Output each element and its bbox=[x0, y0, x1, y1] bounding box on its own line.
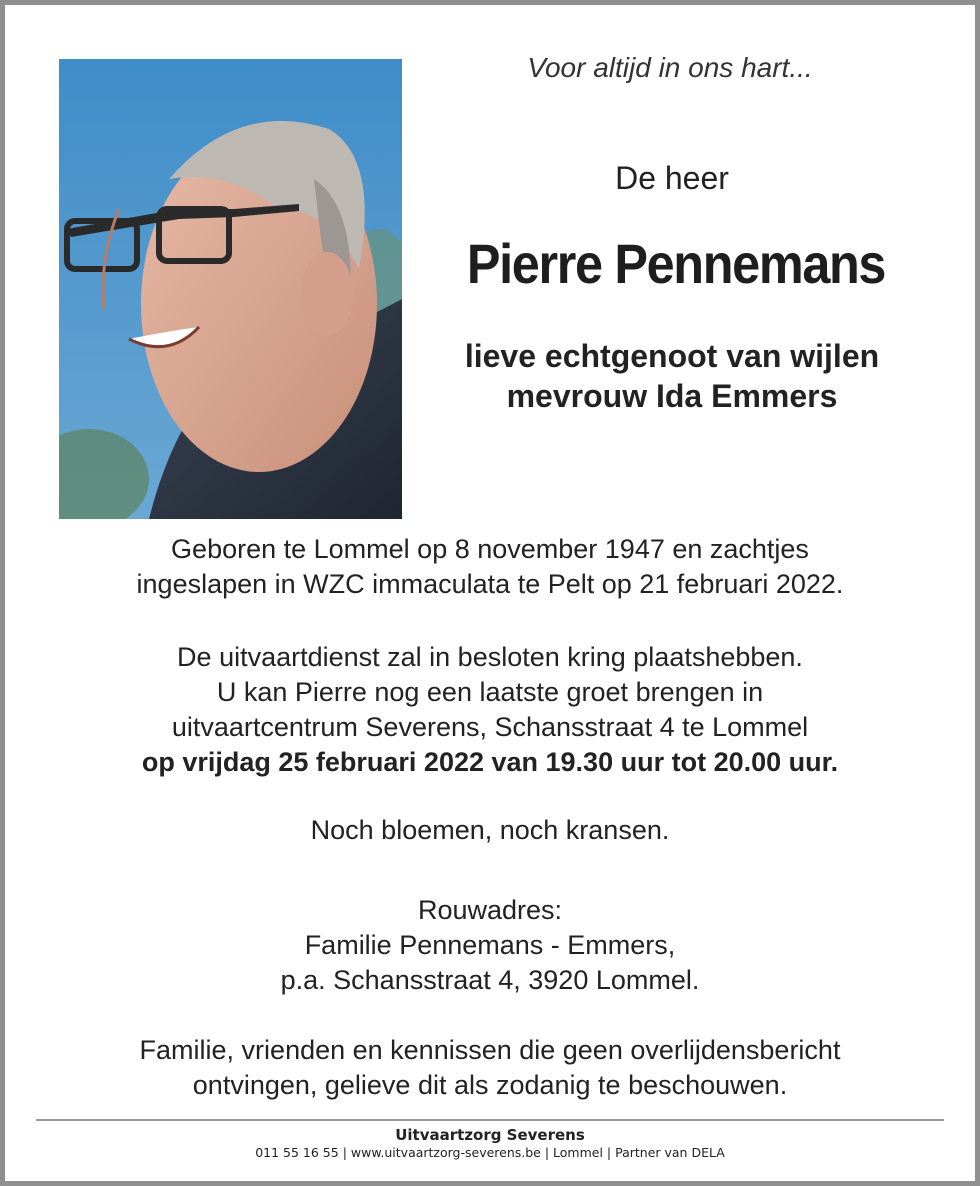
mourning-address-line-1: Familie Pennemans - Emmers, bbox=[304, 930, 676, 960]
service-line-2: U kan Pierre nog een laatste groet brengen in bbox=[216, 677, 764, 707]
closing-note-line-1: Familie, vrienden en kennissen die geen overlijdensbericht bbox=[139, 1035, 841, 1065]
birth-death-line-1: Geboren te Lommel op 8 november 1947 en zachtjes bbox=[171, 534, 809, 564]
relation-line-1: lieve echtgenoot van wijlen bbox=[464, 338, 880, 374]
closing-note-line-2: ontvingen, gelieve dit als zodanig te beschouwen. bbox=[192, 1070, 788, 1100]
birth-death-paragraph bbox=[40, 532, 940, 602]
relation-text bbox=[418, 336, 926, 416]
relation-line-2: mevrouw Ida Emmers bbox=[506, 378, 838, 414]
mourning-address-line-2: p.a. Schansstraat 4, 3920 Lommel. bbox=[280, 965, 700, 995]
birth-death-line-2: ingeslapen in WZC immaculata te Pelt op 21 februari 2022. bbox=[136, 569, 844, 599]
service-line-1: De uitvaartdienst zal in besloten kring plaatshebben. bbox=[177, 642, 803, 672]
deceased-name: Pierre Pennemans bbox=[466, 232, 886, 295]
salutation: De heer bbox=[615, 160, 729, 196]
motto: Voor altijd in ons hart... bbox=[527, 52, 813, 83]
footer-divider bbox=[36, 1119, 944, 1121]
service-datetime: op vrijdag 25 februari 2022 van 19.30 uur tot 20.00 uur. bbox=[141, 747, 839, 777]
service-line-3: uitvaartcentrum Severens, Schansstraat 4 te Lommel bbox=[171, 712, 809, 742]
funeral-company-name: Uitvaartzorg Severens bbox=[395, 1126, 585, 1144]
mourning-address bbox=[40, 893, 940, 998]
funeral-company-info: 011 55 16 55 | www.uitvaartzorg-severens.be | Lommel | Partner van DELA bbox=[255, 1145, 725, 1160]
portrait-photo bbox=[59, 59, 402, 519]
service-paragraph bbox=[40, 640, 940, 780]
mourning-address-label: Rouwadres: bbox=[417, 895, 563, 925]
flowers-note: Noch bloemen, noch kransen. bbox=[310, 815, 670, 845]
closing-note bbox=[40, 1033, 940, 1103]
